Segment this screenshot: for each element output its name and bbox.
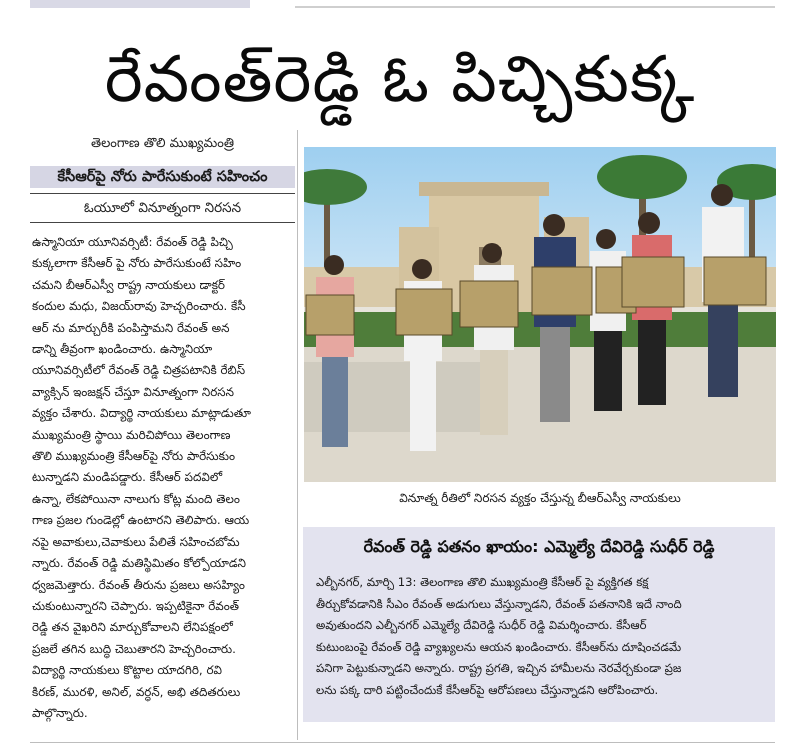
subheadline-secondary: ఓయూలో వినూత్నంగా నిరసన: [83, 200, 242, 216]
protest-photo-illustration: [304, 147, 776, 482]
divider-rule: [30, 193, 295, 194]
column-divider: [297, 130, 298, 740]
kicker: తెలంగాణ తొలి ముఖ్యమంత్రి: [90, 136, 235, 151]
subheadline: కేసీఆర్‌పై నోరు పారేసుకుంటే సహించం: [30, 166, 295, 188]
photo-caption: వినూత్న రీతిలో నిరసన వ్యక్తం చేస్తున్న బీఆర్ఎస్వీ నాయకులు: [399, 491, 681, 505]
top-banner-strip: [30, 0, 250, 8]
divider-rule: [30, 222, 295, 223]
article-body-left: ఉస్మానియా యూనివర్సిటీ: రేవంత్ రెడ్డి పిచ్చి కుక్కలాగా కేసీఆర్ పై నోరు పారేసుకుంటే సహిం చమని బీఆర్ఎస్వీ రాష్ట్ర నాయకులు డాక్టర్ కందుల మధు, విజయ్‌రావు హెచ్చరించారు. కేసీ ఆర్ ను మార్చురీకి పంపిస్తామని రేవంత్ అన డాన్ని తీవ్రంగా ఖండించారు. ఉస్మానియా యూనివర్సిటీలో రేవంత్ రెడ్డి చిత్రపటానికి రేబిస్ వ్యాక్సిన్ ఇంజక్షన్ చేస్తూ వినూత్నంగా నిరసన వ్యక్తం చేశారు. విద్యార్థి నాయకులు మాట్లాడుతూ ముఖ్యమంత్రి స్థాయి మరిచిపోయి తెలంగాణ తొలి ముఖ్యమంత్రి కేసీఆర్‌పై నోరు పారేసుకుం టున్నాడని మండిపడ్డారు. కేసీఆర్ పదవిలో ఉన్నా, లేకపోయినా నాలుగు కోట్ల మంది తెలం గాణ ప్రజల గుండెల్లో ఉంటారని తెలిపారు. ఆయ నపై అవాకులు,చెవాకులు పేలితే సహించబోమ న్నారు. రేవంత్ రెడ్డి మతిస్థిమితం కోల్పోయాడని ధ్వజమెత్తారు. రేవంత్ తీరును ప్రజలు అసహ్యిం చుకుంటున్నారని చెప్పారు. ఇప్పటికైనా రేవంత్ రెడ్డి తన వైఖరిని మార్చుకోవాలని లేనిపక్షంలో ప్రజలే తగిన బుద్ధి చెబుతారని హెచ్చరించారు. విద్యార్థి నాయకులు కొట్టాల యాదగిరి, రవి కిరణ్, మురళి, అనిల్, వర్ధన్, అభి తదితరులు పాల్గొన్నారు.: [32, 235, 251, 720]
bottom-rule: [30, 742, 775, 743]
sidebar-box-title: రేవంత్ రెడ్డి పతనం ఖాయం: ఎమ్మెల్యే దేవిరెడ్డి సుధీర్ రెడ్డి: [363, 537, 715, 556]
news-photo: [304, 147, 776, 482]
sidebar-box-body: ఎల్బీనగర్, మార్చి 13: తెలంగాణ తొలి ముఖ్యమంత్రి కేసీఆర్ పై వ్యక్తిగత కక్ష తీర్చుకోవడానికి సీఎం రేవంత్ అడుగులు వేస్తున్నాడని, రేవంత్ పతనానికి ఇదే నాంది అవుతుందని ఎల్బీనగర్ ఎమ్మెల్యే దేవిరెడ్డి సుధీర్ రెడ్డి విమర్శించారు. కేసీఆర్ కుటుంబంపై రేవంత్ రెడ్డి వ్యాఖ్యలను ఆయన ఖండించారు. కేసీఆర్‌ను దూషించడమే పనిగా పెట్టుకున్నాడని అన్నారు. రాష్ట్ర ప్రగతి, ఇచ్చిన హామీలను నెరవేర్చకుండా ప్రజ లను పక్క దారి పట్టించేందుకే కేసీఆర్‌పై ఆరోపణలు చేస్తున్నాడని ఆరోపించారు.: [316, 575, 682, 697]
headline: రేవంత్‌రెడ్డి ఓ పిచ్చికుక్క: [104, 43, 696, 117]
top-rule: [295, 6, 775, 8]
